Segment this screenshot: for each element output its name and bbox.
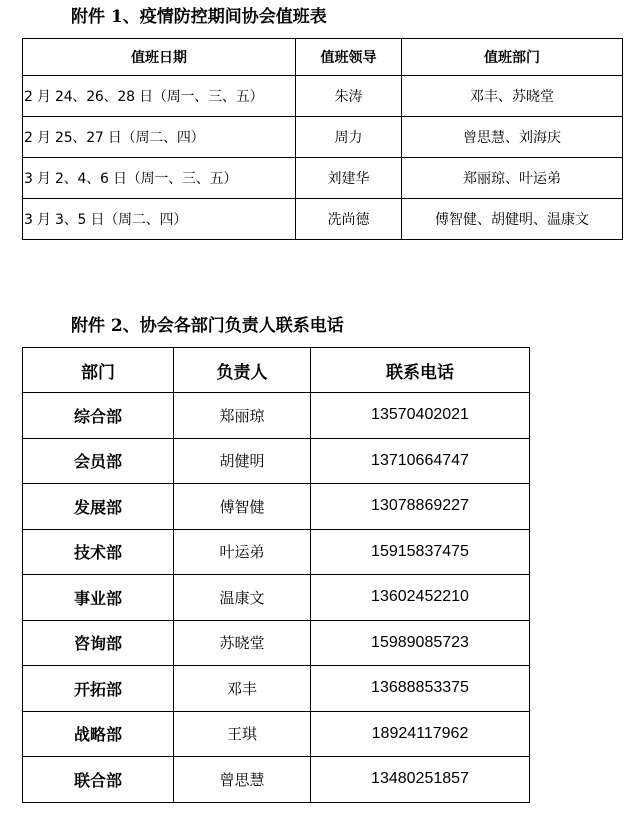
person-cell: 王琪 <box>174 711 311 757</box>
contact-row <box>23 620 530 666</box>
contact-row <box>23 529 530 575</box>
duty-row <box>23 158 623 199</box>
department-cell: 综合部 <box>23 393 174 439</box>
contact-row <box>23 438 530 484</box>
department-header: 部门 <box>23 348 174 393</box>
person-cell: 叶运弟 <box>174 529 311 575</box>
department-cell: 开拓部 <box>23 666 174 712</box>
person-in-charge-header: 负责人 <box>174 348 311 393</box>
duty-row <box>23 117 623 158</box>
department-cell: 联合部 <box>23 757 174 803</box>
duty-departments-cell: 傅智健、胡健明、温康文 <box>402 199 623 240</box>
contact-row <box>23 575 530 621</box>
department-cell: 战略部 <box>23 711 174 757</box>
phone-cell: 13570402021 <box>311 393 530 439</box>
contact-table-header-row <box>23 348 530 393</box>
duty-leader-cell: 冼尚德 <box>296 199 402 240</box>
contact-row <box>23 393 530 439</box>
department-cell: 发展部 <box>23 484 174 530</box>
contact-row <box>23 484 530 530</box>
duty-date-cell: 2 月 24、26、28 日（周一、三、五） <box>23 76 296 117</box>
person-cell: 苏晓堂 <box>174 620 311 666</box>
duty-date-cell: 2 月 25、27 日（周二、四） <box>23 117 296 158</box>
person-cell: 傅智健 <box>174 484 311 530</box>
phone-cell: 15989085723 <box>311 620 530 666</box>
duty-departments-cell: 邓丰、苏晓堂 <box>402 76 623 117</box>
phone-header: 联系电话 <box>311 348 530 393</box>
duty-leader-cell: 刘建华 <box>296 158 402 199</box>
phone-cell: 13710664747 <box>311 438 530 484</box>
duty-leader-header: 值班领导 <box>296 39 402 76</box>
department-contacts-table <box>22 347 530 803</box>
phone-cell: 13078869227 <box>311 484 530 530</box>
duty-date-cell: 3 月 2、4、6 日（周一、三、五） <box>23 158 296 199</box>
duty-departments-cell: 曾思慧、刘海庆 <box>402 117 623 158</box>
person-cell: 温康文 <box>174 575 311 621</box>
duty-departments-cell: 郑丽琼、叶运弟 <box>402 158 623 199</box>
contact-row <box>23 666 530 712</box>
phone-cell: 15915837475 <box>311 529 530 575</box>
duty-row <box>23 199 623 240</box>
phone-cell: 13602452210 <box>311 575 530 621</box>
phone-cell: 13480251857 <box>311 757 530 803</box>
department-cell: 事业部 <box>23 575 174 621</box>
duty-leader-cell: 朱涛 <box>296 76 402 117</box>
duty-department-header: 值班部门 <box>402 39 623 76</box>
person-cell: 曾思慧 <box>174 757 311 803</box>
phone-cell: 18924117962 <box>311 711 530 757</box>
duty-table-header-row <box>23 39 623 76</box>
annex2-title: 附件 2、协会各部门负责人联系电话 <box>71 316 344 336</box>
contact-row <box>23 757 530 803</box>
person-cell: 邓丰 <box>174 666 311 712</box>
department-cell: 咨询部 <box>23 620 174 666</box>
duty-roster-table <box>22 38 623 240</box>
phone-cell: 13688853375 <box>311 666 530 712</box>
department-cell: 技术部 <box>23 529 174 575</box>
department-cell: 会员部 <box>23 438 174 484</box>
contact-row <box>23 711 530 757</box>
person-cell: 郑丽琼 <box>174 393 311 439</box>
duty-date-cell: 3 月 3、5 日（周二、四） <box>23 199 296 240</box>
annex1-title: 附件 1、疫情防控期间协会值班表 <box>71 7 327 27</box>
duty-leader-cell: 周力 <box>296 117 402 158</box>
person-cell: 胡健明 <box>174 438 311 484</box>
duty-row <box>23 76 623 117</box>
duty-date-header: 值班日期 <box>23 39 296 76</box>
